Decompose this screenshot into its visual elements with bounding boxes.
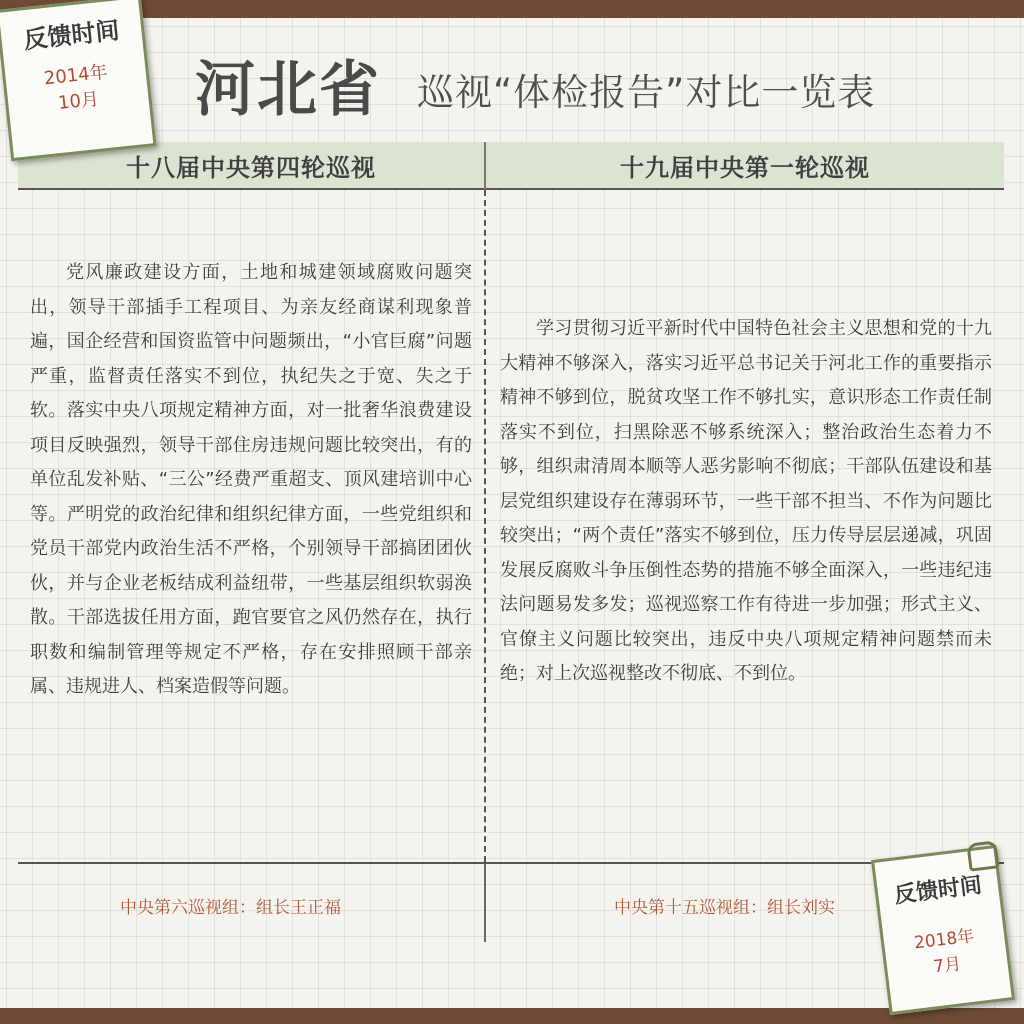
column-header-left: 十八届中央第四轮巡视 (126, 154, 376, 182)
note-label: 反馈时间 (22, 16, 121, 55)
title-subtitle: 巡视“体检报告”对比一览表 (417, 71, 876, 114)
title-province: 河北省 (195, 55, 381, 125)
column-footer-left: 中央第六巡视组：组长王正福 (120, 898, 341, 918)
note-month: 7月 (932, 954, 963, 978)
note-year: 2014年 (42, 61, 109, 90)
column-divider-top (484, 142, 486, 190)
column-footer-right: 中央第十五巡视组：组长刘实 (614, 898, 835, 918)
paper-clip-icon (966, 840, 999, 871)
column-body-right: 学习贯彻习近平新时代中国特色社会主义思想和党的十九大精神不够深入，落实习近平总书记关于河北工作的重要指示精神不够到位，脱贫攻坚工作不够扎实，意识形态工作责任制落实不到位，扫黑除恶不够系统深入；整治政治生态着力不够，组织肃清周本顺等人恶劣影响不彻底；干部队伍建设和基层党组织建设存在薄弱环节，一些干部不担当、不作为问题比较突出；“两个责任”落实不够到位，压力传导层层递减，巩固发展反腐败斗争压倒性态势的措施不够全面深入，一些违纪违法问题易发多发；巡视巡察工作有待进一步加强；形式主义、官僚主义问题比较突出，违反中央八项规定精神问题禁而未绝；对上次巡视整改不彻底、不到位。 (500, 318, 992, 684)
column-body-left: 党风廉政建设方面，土地和城建领域腐败问题突出，领导干部插手工程项目、为亲友经商谋利现象普遍，国企经营和国资监管中问题频出，“小官巨腐”问题严重，监督责任落实不到位，执纪失之于宽、失之于软。落实中央八项规定精神方面，对一批奢华浪费建设项目反映强烈，领导干部住房违规问题比较突出，有的单位乱发补贴、“三公”经费严重超支、顶风建培训中心等。严明党的政治纪律和组织纪律方面，一些党组织和党员干部党内政治生活不严格，个别领导干部搞团团伙伙，并与企业老板结成利益纽带，一些基层组织软弱涣散。干部选拔任用方面，跑官要官之风仍然存在，执行职数和编制管理等规定不严格，存在安排照顾干部亲属、违规进人、档案造假等问题。 (30, 262, 472, 697)
note-month: 10月 (57, 88, 100, 114)
column-header-right: 十九届中央第一轮巡视 (620, 154, 870, 182)
feedback-note-2018 (871, 845, 1015, 1015)
column-divider-bottom (484, 864, 486, 942)
note-label: 反馈时间 (892, 873, 984, 909)
note-year: 2018年 (913, 926, 976, 954)
feedback-note-2014 (0, 0, 157, 161)
footer-divider (18, 862, 1004, 864)
header-divider (18, 188, 1004, 190)
column-divider-dashed (484, 190, 486, 862)
